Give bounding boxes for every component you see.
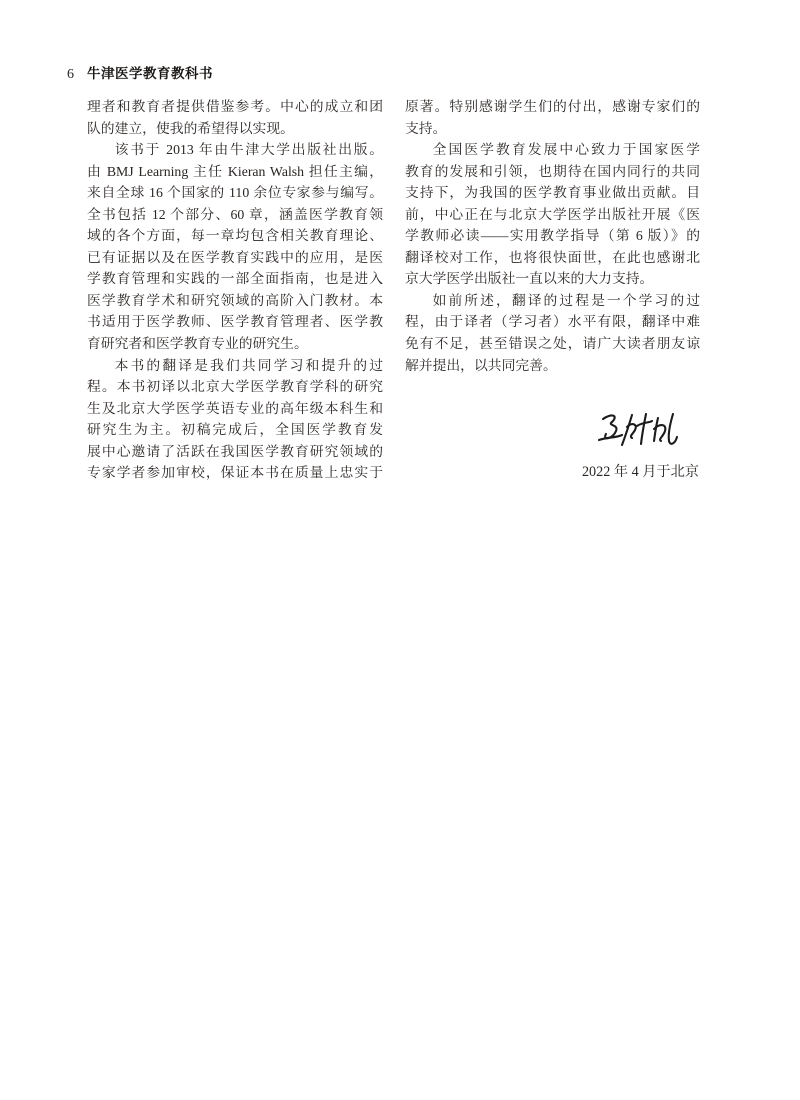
text-line: 教育的发展和引领，也期待在国内同行的共同: [405, 163, 700, 179]
text-line: 翻译校对工作，也将很快面世，在此也感谢北: [405, 249, 700, 265]
text-line: 京大学医学出版社一直以来的大力支持。: [405, 271, 654, 287]
text-line: 已有证据以及在医学教育实践中的应用，是医: [87, 249, 383, 265]
text-line: 如前所述，翻译的过程是一个学习的过: [432, 292, 700, 308]
text-line: 医学教育学术和研究领域的高阶入门教材。本: [87, 292, 383, 308]
running-title: 牛津医学教育教科书: [87, 66, 213, 81]
text-line: 支持下，为我国的医学教育事业做出贡献。目: [405, 185, 700, 201]
text-line: 程。本书初译以北京大学医学教育学科的研究: [87, 379, 383, 395]
text-line: 解并提出，以共同完善。: [405, 357, 557, 373]
text-line: 书适用于医学教师、医学教育管理者、医学教: [87, 314, 383, 330]
page-header: [67, 62, 213, 83]
text-line: 展中心邀请了活跃在我国医学教育研究领域的: [87, 443, 383, 459]
text-line: 专家学者参加审校，保证本书在质量上忠实于: [87, 465, 383, 481]
text-line: 本书的翻译是我们共同学习和提升的过: [114, 357, 383, 373]
text-line: 全国医学教育发展中心致力于国家医学: [432, 142, 700, 158]
text-line: 程，由于译者（学习者）水平有限，翻译中难: [405, 314, 700, 330]
text-line: 来自全球 16 个国家的 110 余位专家参与编写。: [87, 185, 383, 201]
date-line: 2022 年 4 月于北京: [581, 464, 699, 480]
page-number: 6: [67, 67, 74, 82]
text-line: 育研究者和医学教育专业的研究生。: [87, 336, 308, 352]
text-line: 由 BMJ Learning 主任 Kieran Walsh 担任主编，: [87, 163, 383, 179]
text-column-right: [405, 96, 700, 376]
text-line: 生及北京大学医学英语专业的高年级本科生和: [87, 400, 383, 416]
text-line: 支持。: [405, 120, 447, 136]
text-line: 研究生为主。初稿完成后，全国医学教育发: [87, 422, 383, 438]
text-line: 学教育管理和实践的一部全面指南，也是进入: [87, 271, 383, 287]
handwritten-signature: [594, 410, 682, 452]
text-line: 全书包括 12 个部分、60 章，涵盖医学教育领: [87, 206, 383, 222]
text-line: 该书于 2013 年由牛津大学出版社出版。: [114, 142, 383, 158]
text-line: 队的建立，使我的希望得以实现。: [87, 120, 294, 136]
text-line: 理者和教育者提供借鉴参考。中心的成立和团: [87, 99, 383, 114]
signature-scribble-icon: [594, 410, 682, 452]
text-column-left: [87, 96, 383, 484]
text-line: 原著。特别感谢学生们的付出，感谢专家们的: [405, 99, 700, 114]
text-line: 免有不足，甚至错误之处，请广大读者朋友谅: [405, 336, 700, 352]
text-line: 域的各个方面，每一章均包含相关教育理论、: [87, 228, 383, 244]
text-line: 学教师必读——实用教学指导（第 6 版）》的: [405, 228, 700, 244]
text-line: 前，中心正在与北京大学医学出版社开展《医: [405, 206, 700, 222]
